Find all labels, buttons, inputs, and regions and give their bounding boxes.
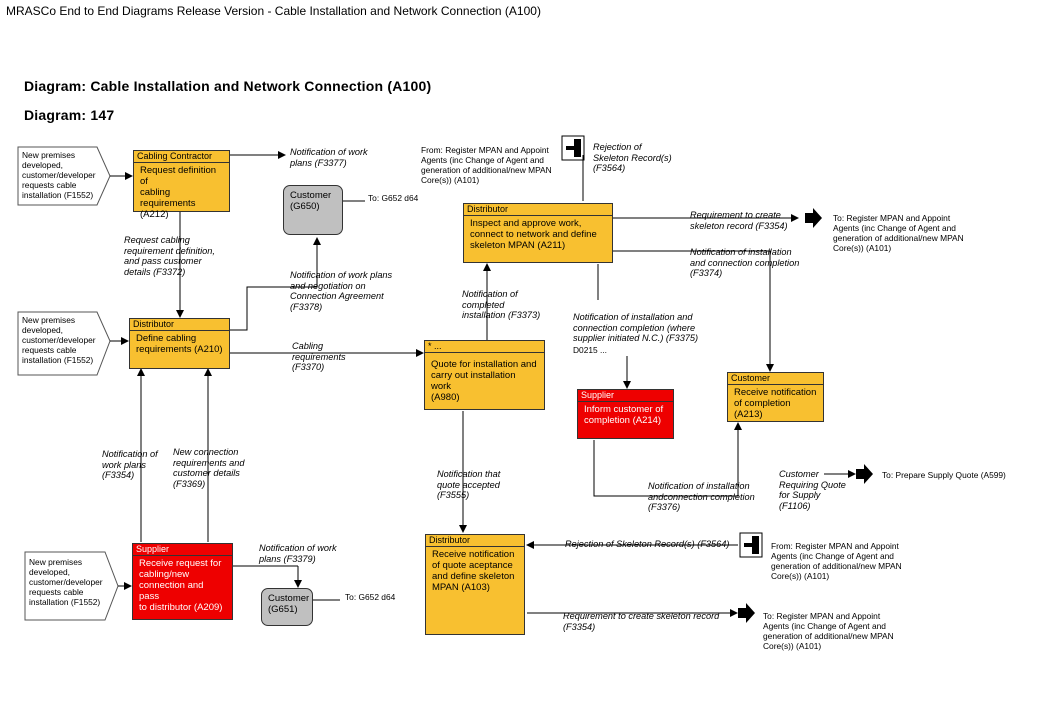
task-label: Receive notification of quote aceptance and define skeleton MPAN (A103): [432, 549, 515, 593]
role-label: * ...: [425, 341, 544, 353]
trigger-3-text: New premises developed, customer/developer requests cable installation (F1552): [29, 557, 103, 607]
task-label: Request definition of cabling requirements (A212): [140, 165, 217, 220]
process-box-a214[interactable]: [577, 389, 674, 439]
task-label: Receive notification of completion (A213): [734, 387, 817, 420]
diagram-title: Diagram: Cable Installation and Network Connection (A100): [24, 78, 432, 94]
offpage-arrow-right-3: [738, 603, 755, 623]
flow-label-f3354-bot: Requirement to create skeleton record (F3354): [563, 611, 720, 632]
trigger-shapes: [18, 147, 118, 620]
role-label: Distributor: [426, 535, 524, 547]
to-prepare-supply-quote: To: Prepare Supply Quote (A599): [882, 470, 1006, 480]
task-label: Inform customer of completion (A214): [584, 404, 664, 426]
flow-label-f1106: Customer Requiring Quote for Supply (F1106): [779, 469, 846, 511]
external-box-g650[interactable]: Customer (G650): [283, 185, 343, 235]
diagram-number: Diagram: 147: [24, 107, 115, 123]
flow-label-f3378: Notification of work plans and negotiation on Connection Agreement (F3378): [290, 270, 393, 312]
flow-label-f3373: Notification of completed installation (F3373): [462, 289, 541, 320]
offpage-arrow-right-2: [856, 464, 873, 484]
flow-label-f3376: Notification of installation andconnection completion (F3376): [648, 481, 755, 512]
role-label: Distributor: [464, 204, 612, 216]
task-label: Quote for installation and carry out installation work (A980): [431, 359, 537, 403]
process-box-a980[interactable]: [424, 340, 545, 410]
role-label: Distributor: [130, 319, 229, 331]
window-header: MRASCo End to End Diagrams Release Version - Cable Installation and Network Connection (A100): [6, 4, 541, 18]
flow-label-f3375: Notification of installation and connection completion (where supplier initiated N.C.) (F3375): [573, 312, 699, 343]
role-label: Supplier: [133, 544, 232, 556]
trigger-1-text: New premises developed, customer/developer requests cable installation (F1552): [22, 150, 96, 200]
to-register-bot: To: Register MPAN and Appoint Agents (inc Change of Agent and generation of additional/new MPAN Core(s)) (A101): [763, 611, 894, 651]
process-box-a103[interactable]: [425, 534, 525, 635]
process-box-a212[interactable]: [133, 150, 230, 220]
to-register-right: To: Register MPAN and Appoint Agents (inc Change of Agent and generation of additional/new MPAN Core(s)) (A101): [833, 213, 964, 253]
trigger-2-text: New premises developed, customer/developer requests cable installation (F1552): [22, 315, 96, 365]
flow-label-f3564-top: Rejection of Skeleton Record(s) (F3564): [593, 142, 672, 173]
role-label: Customer: [728, 373, 823, 385]
flow-label-f3370: Cabling requirements (F3370): [292, 341, 346, 372]
from-register-top: From: Register MPAN and Appoint Agents (inc Change of Agent and generation of additional/new MPAN Core(s)) (A101): [421, 145, 552, 185]
task-label: Receive request for cabling/new connection and pass to distributor (A209): [139, 558, 223, 613]
flow-label-f3377: Notification of work plans (F3377): [290, 147, 368, 168]
flow-label-f3564-bot: Rejection of Skeleton Record(s) (F3564): [565, 539, 730, 549]
flow-label-d0215: D0215 ...: [573, 345, 607, 355]
offpage-arrow-right-1: [805, 208, 822, 228]
task-label: Inspect and approve work, connect to network and define skeleton MPAN (A211): [470, 218, 597, 251]
from-register-bot: From: Register MPAN and Appoint Agents (inc Change of Agent and generation of additional/new MPAN Core(s)) (A101): [771, 541, 902, 581]
process-box-a211[interactable]: [463, 203, 613, 263]
process-box-a209[interactable]: [132, 543, 233, 620]
offpage-arrow-f3564-bot: [744, 536, 759, 554]
g651-to-label: To: G652 d64: [345, 592, 396, 602]
g650-to-label: To: G652 d64: [368, 193, 419, 203]
flow-label-f3354-top: Requirement to create skeleton record (F3354): [690, 210, 788, 231]
flow-label-f3369: New connection requirements and customer details (F3369): [173, 447, 245, 489]
role-label: Supplier: [578, 390, 673, 402]
role-label: Cabling Contractor: [134, 151, 229, 163]
flow-label-f3379: Notification of work plans (F3379): [259, 543, 337, 564]
process-box-a213[interactable]: [727, 372, 824, 422]
process-box-a210[interactable]: [129, 318, 230, 369]
task-label: Define cabling requirements (A210): [136, 333, 223, 355]
external-box-g651[interactable]: Customer (G651): [261, 588, 313, 626]
offpage-arrow-f3564-top: [566, 139, 581, 157]
flow-label-f3555: Notification that quote accepted (F3555): [437, 469, 501, 500]
flow-label-f3372: Request cabling requirement definition, and pass customer details (F3372): [124, 235, 215, 277]
flow-label-f3354: Notification of work plans (F3354): [102, 449, 158, 480]
flow-label-f3374: Notification of installation and connection completion (F3374): [690, 247, 800, 278]
